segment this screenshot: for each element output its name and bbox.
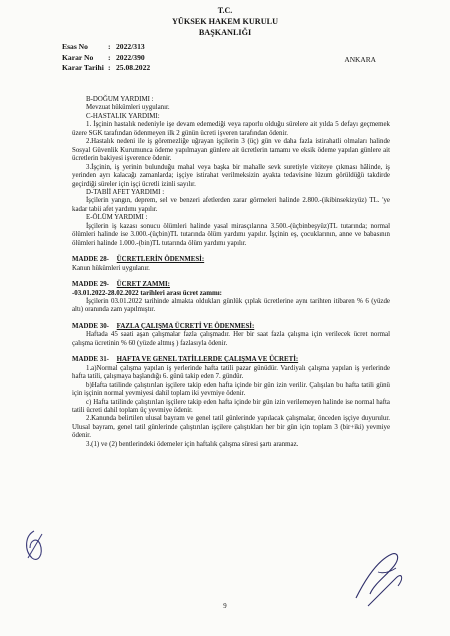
karar-value: 2022/390 bbox=[116, 52, 145, 62]
colon: : bbox=[108, 52, 111, 62]
tarih-label: Karar Tarihi bbox=[62, 63, 104, 73]
handwritten-signature bbox=[352, 548, 408, 610]
article-31-title: HAFTA VE GENEL TATİLLERDE ÇALIŞMA VE ÜCRETİ: bbox=[116, 356, 299, 364]
section-e-text: İşçilerin iş kazası sonucu ölümleri halinde yasal mirasçılarına 3.500.-(üçbinbeşyüz)TL tutarında; normal ölümleri halinde ise 3.000.-(üçbin)TL tutarında ölüm yardımı yapılır. İşçinin eş, çocuklarının, anne ve babasının ölümleri halinde 1.000.-(bin)TL tutarında ölüm yardımı yapılır. bbox=[72, 222, 390, 247]
tarih-value: 25.08.2022 bbox=[116, 63, 151, 73]
karar-label: Karar No bbox=[62, 52, 94, 62]
esas-row bbox=[62, 42, 150, 53]
section-c-title: C-HASTALIK YARDIMI: bbox=[86, 112, 160, 120]
article-31-number: MADDE 31- bbox=[72, 356, 109, 364]
section-b-title: B-DOĞUM YARDIMI : bbox=[86, 96, 154, 103]
article-30-text: Haftada 45 saati aşan çalışmalar fazla çalışmadır. Her bir saat fazla çalışma için verilecek ücret normal çalışma ücretinin % 60 (yüzde altmış ) fazlasıyla ödenir. bbox=[72, 331, 390, 347]
handwritten-margin-mark bbox=[20, 528, 48, 564]
section-c-item-3: 3.İşçinin, iş yerinin bulunduğu mahal veya başka bir mahalle sevk suretiyle viziteye çıkması hâlinde, iş yerinden ayrı kalacağı zamanlarda; işçiye istirahat verilmeksizin ayakta tedavisine lüzum görüldüğü takdirde geçirdiği süreler için işçi ücretli izinli sayılır. bbox=[72, 163, 390, 188]
article-31-item-3: 3.(1) ve (2) bentlerindeki ödemeler için haftalık çalışma süresi şartı aranmaz. bbox=[86, 440, 299, 448]
article-31-heading bbox=[72, 356, 390, 364]
header-department: BAŞKANLIĞI bbox=[198, 28, 252, 37]
section-b-text: Mevzuat hükümleri uygulanır. bbox=[86, 104, 170, 112]
article-28-heading bbox=[72, 256, 390, 264]
article-29-subtitle: -03.01.2022-28.02.2022 tarihleri arası ücret zammı: bbox=[72, 289, 222, 297]
article-29-text: İşçilerin 03.01.2022 tarihinde almakta oldukları günlük çıplak ücretlerine aynı tarihten itibaren % 6 (yüzde altı) oranında zam yapılmıştır. bbox=[72, 297, 390, 314]
section-d-text: İşçilerin yangın, deprem, sel ve benzeri afetlerden zarar görmeleri halinde 2.800.-(ikibinsekizyüz) TL. 'ye kadar tabii afet yardımı yapılır. bbox=[72, 197, 390, 213]
colon: : bbox=[108, 63, 111, 73]
section-d-title: D-TABİİ AFET YARDIMI : bbox=[86, 188, 165, 196]
article-29-heading bbox=[72, 281, 390, 289]
case-metadata bbox=[62, 42, 150, 74]
colon: : bbox=[108, 42, 111, 51]
article-30-title: FAZLA ÇALIŞMA ÜCRETİ VE ÖDENMESİ: bbox=[116, 322, 255, 330]
document-body bbox=[72, 96, 390, 449]
header-tc: T.C. bbox=[217, 6, 233, 15]
header-institution: YÜKSEK HAKEM KURULU bbox=[172, 17, 278, 26]
article-29-title: ÜCRET ZAMMI: bbox=[116, 281, 170, 289]
article-28-title: ÜCRETLERİN ÖDENMESİ: bbox=[116, 256, 205, 264]
article-29-number: MADDE 29- bbox=[72, 281, 109, 289]
article-31-item-2: 2.Kanunda belirtilen ulusal bayram ve genel tatil günlerinde yapılacak çalışmalar, önceden işçiye duyurulur. Ulusal bayram, genel tatil günlerinde çalıştırılan işçilere çalıştıkları her bir gün için toplam 3 (bir+iki) yevmiye ödenir. bbox=[72, 415, 390, 440]
karar-row bbox=[62, 53, 150, 64]
article-30-number: MADDE 30- bbox=[72, 322, 109, 330]
esas-value: 2022/313 bbox=[116, 42, 145, 51]
article-28-text: Kanun hükümleri uygulanır. bbox=[72, 264, 150, 272]
article-31-item-1a: 1.a)Normal çalışma yapılan iş yerlerinde hafta tatili pazar günüdür. Vardiyalı çalışma yapılan iş yerlerinde hafta tatili, çalışmaya başlandığı 6. günü takip eden 7. gündür. bbox=[72, 364, 390, 381]
city-label: ANKARA bbox=[344, 55, 376, 64]
esas-label: Esas No bbox=[62, 42, 88, 51]
article-28-number: MADDE 28- bbox=[72, 256, 109, 264]
section-c-item-1: 1. İşçinin hastalık nedeniyle işe devam edemediği veya raporlu olduğu sürelere ait yılda 5 defayı geçmemek üzere SGK tarafından ödenmeyen ilk 2 günün ücreti işveren tarafından ödenir. bbox=[72, 121, 390, 137]
article-31-item-1c: c) Hafta tatilinde çalıştırılan işçilere takip eden hafta içinde bir gün izin verilemeyen halinde ise normal hafta tatili ücreti dahil toplam üç yevmiye ödenir. bbox=[72, 398, 390, 414]
section-c-item-2: 2.Hastalık nedeni ile iş göremezliğe uğrayan işçilerin 3 (üç) gün ve daha fazla istirahatli olmaları halinde Sosyal Güvenlik Kurumunca ödeme yapılmayan günlere ait ücretlerin tamamı ve eksik ödeme yapılan günlere ait ücretlerin bakiyesi işverence ödenir. bbox=[72, 138, 390, 163]
tarih-row bbox=[62, 63, 150, 74]
article-31-item-1b: b)Hafta tatilinde çalıştırılan işçilere takip eden hafta içinde bir gün izin verilir. Çalışılan bu hafta tatili günü için işçinin normal yevmiyesi dahil toplam iki yevmiye ödenir. bbox=[72, 381, 390, 398]
article-30-heading bbox=[72, 323, 390, 331]
page-number: 9 bbox=[223, 603, 227, 610]
section-e-title: E-ÖLÜM YARDIMI : bbox=[86, 214, 148, 222]
